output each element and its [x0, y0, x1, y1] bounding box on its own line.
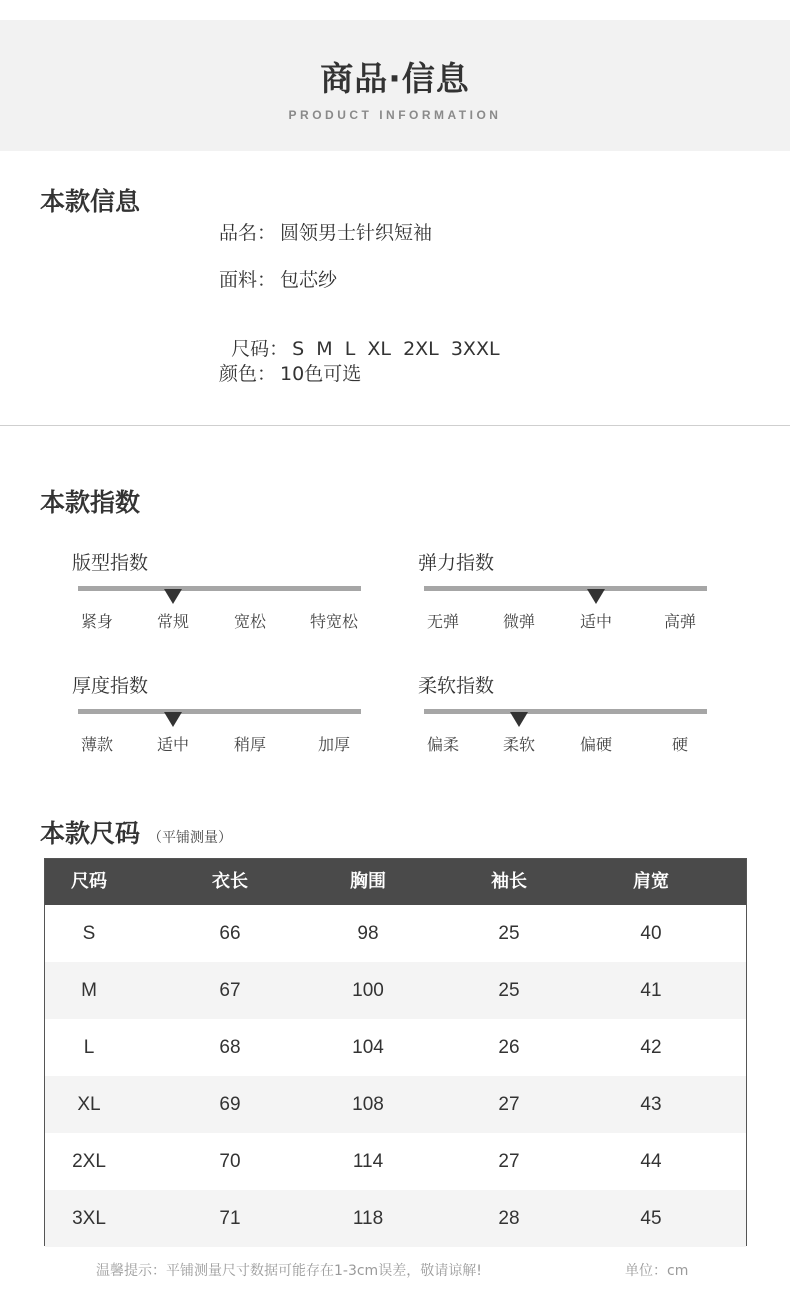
table-cell: 43 — [640, 1094, 662, 1115]
index-title: 厚度指数 — [72, 675, 149, 697]
table-cell: 98 — [357, 923, 379, 944]
index-label: 紧身 — [80, 612, 114, 631]
table-cell: 2XL — [72, 1151, 106, 1172]
index-label: 宽松 — [233, 612, 267, 631]
table-cell: 28 — [498, 1208, 520, 1229]
index-marker-icon — [164, 589, 182, 604]
table-row — [45, 1190, 746, 1247]
table-cell: 45 — [640, 1208, 662, 1229]
table-row — [45, 1076, 746, 1133]
table-header-cell: 袖长 — [491, 871, 527, 892]
index-marker-icon — [587, 589, 605, 604]
size-table — [44, 858, 747, 1246]
table-row — [45, 1133, 746, 1190]
table-cell: 68 — [219, 1037, 241, 1058]
page-subtitle: PRODUCT INFORMATION — [288, 108, 502, 122]
page-title: 商品·信息 — [320, 59, 470, 98]
index-label: 常规 — [156, 612, 190, 631]
index-label: 偏硬 — [579, 735, 613, 754]
info-value: 包芯纱 — [280, 269, 338, 291]
table-cell: 3XL — [72, 1208, 106, 1229]
index-label: 无弹 — [426, 612, 460, 631]
index-label: 加厚 — [317, 735, 351, 754]
table-header-cell: 肩宽 — [633, 871, 669, 892]
index-bar — [424, 709, 707, 714]
table-row — [45, 962, 746, 1019]
table-cell: 25 — [498, 923, 520, 944]
size-title: 本款尺码 — [40, 819, 141, 848]
index-title: 版型指数 — [72, 552, 149, 574]
index-bar — [78, 709, 361, 714]
table-cell: S — [82, 923, 96, 944]
table-cell: 70 — [219, 1151, 241, 1172]
index-bar — [424, 586, 707, 591]
index-label: 柔软 — [502, 735, 536, 754]
table-cell: 108 — [352, 1094, 384, 1115]
info-row-size — [219, 312, 500, 361]
index-title: 弹力指数 — [418, 552, 495, 574]
index-bar — [78, 586, 361, 591]
table-cell: 67 — [219, 980, 241, 1001]
index-label: 硬 — [671, 735, 689, 754]
indices-section-title: 本款指数 — [40, 488, 141, 517]
table-header — [45, 859, 746, 905]
table-cell: L — [83, 1037, 95, 1058]
table-cell: 27 — [498, 1094, 520, 1115]
table-cell: 25 — [498, 980, 520, 1001]
section-divider — [0, 425, 790, 426]
index-label: 稍厚 — [233, 735, 267, 754]
info-row-fabric — [219, 265, 337, 292]
header-banner — [0, 20, 790, 151]
info-label: 品名： — [219, 222, 277, 244]
table-cell: XL — [77, 1094, 101, 1115]
table-cell: 66 — [219, 923, 241, 944]
table-header-cell: 尺码 — [71, 871, 107, 892]
table-cell: 114 — [352, 1151, 384, 1172]
index-title: 柔软指数 — [418, 675, 495, 697]
table-row — [45, 905, 746, 962]
table-cell: 104 — [352, 1037, 384, 1058]
table-cell: 42 — [640, 1037, 662, 1058]
footer-note: 温馨提示：平铺测量尺寸数据可能存在1-3cm误差，敬请谅解! — [96, 1263, 482, 1279]
info-value: S M L XL 2XL 3XXL — [292, 338, 500, 360]
table-row — [45, 1019, 746, 1076]
info-section-title: 本款信息 — [40, 187, 141, 216]
info-value: 圆领男士针织短袖 — [280, 222, 433, 244]
info-label: 尺码： — [231, 338, 289, 360]
info-label: 颜色： — [219, 363, 277, 385]
thickness-index — [72, 671, 372, 771]
index-marker-icon — [510, 712, 528, 727]
table-cell: 100 — [352, 980, 384, 1001]
table-cell: M — [81, 980, 97, 1001]
fit-index — [72, 548, 372, 648]
table-cell: 41 — [640, 980, 662, 1001]
table-cell: 40 — [640, 923, 662, 944]
index-label: 适中 — [579, 612, 613, 631]
table-cell: 27 — [498, 1151, 520, 1172]
info-row-color — [219, 359, 361, 386]
info-row-name — [219, 218, 432, 245]
info-value: 10色可选 — [280, 363, 362, 385]
table-cell: 44 — [640, 1151, 662, 1172]
softness-index — [418, 671, 718, 771]
table-cell: 26 — [498, 1037, 520, 1058]
index-label: 薄款 — [80, 735, 114, 754]
footer-unit: 单位：cm — [625, 1263, 689, 1279]
table-cell: 69 — [219, 1094, 241, 1115]
index-label: 特宽松 — [309, 612, 359, 631]
info-label: 面料： — [219, 269, 277, 291]
index-label: 微弹 — [502, 612, 536, 631]
index-label: 偏柔 — [426, 735, 460, 754]
size-note: （平铺测量） — [148, 830, 233, 846]
table-cell: 118 — [352, 1208, 384, 1229]
table-header-cell: 胸围 — [350, 871, 386, 892]
elasticity-index — [418, 548, 718, 648]
index-label: 适中 — [156, 735, 190, 754]
index-label: 高弹 — [663, 612, 697, 631]
index-marker-icon — [164, 712, 182, 727]
size-section-title — [40, 814, 232, 850]
table-header-cell: 衣长 — [212, 871, 248, 892]
table-cell: 71 — [219, 1208, 241, 1229]
